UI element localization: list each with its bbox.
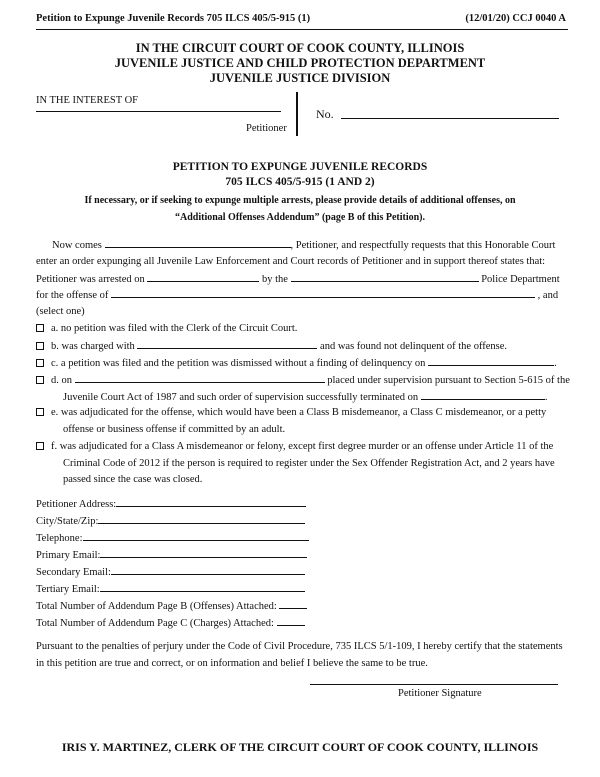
- option-b-checkbox[interactable]: [36, 342, 44, 350]
- arrest-date-input[interactable]: [147, 270, 259, 282]
- option-f-line2: Criminal Code of 2012 if the person is required to register under the Sex Offender Registration Act, and 2 years have: [63, 458, 555, 469]
- addendum-b-count-input[interactable]: [279, 597, 307, 609]
- city-row: City/State/Zip:: [36, 512, 305, 531]
- option-a: a. no petition was filed with the Clerk of the Circuit Court.: [36, 320, 297, 338]
- signature-field[interactable]: [310, 684, 558, 685]
- telephone-row: Telephone:: [36, 529, 309, 548]
- supervision-date-input[interactable]: [75, 371, 325, 383]
- interest-label: IN THE INTEREST OF: [36, 95, 138, 106]
- option-f-line3: passed since the case was closed.: [63, 474, 203, 485]
- police-department-input[interactable]: [291, 270, 479, 282]
- court-name: IN THE CIRCUIT COURT OF COOK COUNTY, ILLINOIS: [135, 41, 465, 55]
- petitioner-name-field[interactable]: [36, 111, 281, 112]
- arrest-line: Petitioner was arrested on by the Police Department: [36, 270, 560, 289]
- form-code: (12/01/20) CCJ 0040 A: [465, 13, 566, 24]
- case-number-field[interactable]: [341, 118, 559, 119]
- option-f: f. was adjudicated for a Class A misdemeanor or felony, except first degree murder or an offense under Article 11 of the: [36, 438, 553, 456]
- signature-label: Petitioner Signature: [398, 688, 482, 699]
- petition-statute: 705 ILCS 405/5-915 (1 AND 2): [225, 176, 375, 188]
- select-one-label: (select one): [36, 306, 85, 317]
- option-f-checkbox[interactable]: [36, 442, 44, 450]
- intro-line1: Now comes , Petitioner, and respectfully requests that this Honorable Court: [36, 236, 555, 255]
- charged-with-input[interactable]: [137, 337, 317, 349]
- primary-email-input[interactable]: [100, 546, 307, 558]
- addendum-note-line2: “Additional Offenses Addendum” (page B of this Petition).: [174, 212, 426, 223]
- option-d-checkbox[interactable]: [36, 376, 44, 384]
- court-department: JUVENILE JUSTICE AND CHILD PROTECTION DEPARTMENT: [114, 56, 486, 70]
- certification-line2: in this petition are true and correct, or on information and belief I believe the same to be true.: [36, 658, 428, 669]
- offense-input[interactable]: [111, 286, 535, 298]
- intro-line2: enter an order expunging all Juvenile Law Enforcement and Court records of Petitioner and in support thereof states that:: [36, 256, 546, 267]
- caption-divider: [296, 92, 298, 136]
- addendum-b-row: Total Number of Addendum Page B (Offenses) Attached:: [36, 597, 307, 616]
- option-d-line2: Juvenile Court Act of 1987 and such order of supervision successfully terminated on .: [63, 388, 547, 407]
- header-rule: [36, 29, 568, 30]
- city-state-zip-input[interactable]: [98, 512, 305, 524]
- certification-line1: Pursuant to the penalties of perjury under the Code of Civil Procedure, 735 ILCS 5/1-109, I hereby certify that the statements: [36, 641, 563, 652]
- address-row: Petitioner Address:: [36, 495, 306, 514]
- option-d: d. on placed under supervision pursuant to Section 5-615 of the: [36, 371, 570, 390]
- petitioner-name-input[interactable]: [105, 236, 291, 248]
- addendum-note-line1: If necessary, or if seeking to expunge multiple arrests, please provide details of additional offenses, on: [84, 195, 516, 206]
- case-number-label: No.: [316, 107, 334, 121]
- clerk-footer: IRIS Y. MARTINEZ, CLERK OF THE CIRCUIT COURT OF COOK COUNTY, ILLINOIS: [61, 740, 539, 754]
- address-input[interactable]: [116, 495, 306, 507]
- option-c-checkbox[interactable]: [36, 359, 44, 367]
- option-b: b. was charged with and was found not delinquent of the offense.: [36, 337, 507, 356]
- secondary-email-row: Secondary Email:: [36, 563, 305, 582]
- option-a-checkbox[interactable]: [36, 324, 44, 332]
- offense-line: for the offense of , and: [36, 286, 558, 305]
- dismissal-date-input[interactable]: [428, 354, 554, 366]
- option-e-checkbox[interactable]: [36, 408, 44, 416]
- option-e: e. was adjudicated for the offense, which would have been a Class B misdemeanor, a Class C misdemeanor, or a petty: [36, 404, 546, 422]
- primary-email-row: Primary Email:: [36, 546, 307, 565]
- petitioner-caption-label: Petitioner: [246, 123, 287, 134]
- form-title: Petition to Expunge Juvenile Records 705 ILCS 405/5-915 (1): [36, 13, 311, 24]
- option-e-line2: offense or business offense if committed by an adult.: [63, 424, 286, 435]
- addendum-c-count-input[interactable]: [277, 614, 305, 626]
- court-division: JUVENILE JUSTICE DIVISION: [209, 71, 391, 85]
- addendum-c-row: Total Number of Addendum Page C (Charges) Attached:: [36, 614, 305, 633]
- option-c: c. a petition was filed and the petition was dismissed without a finding of delinquency on .: [36, 354, 557, 373]
- secondary-email-input[interactable]: [111, 563, 305, 575]
- telephone-input[interactable]: [83, 529, 309, 541]
- petition-title: PETITION TO EXPUNGE JUVENILE RECORDS: [172, 161, 428, 173]
- termination-date-input[interactable]: [421, 388, 545, 400]
- tertiary-email-input[interactable]: [100, 580, 305, 592]
- tertiary-email-row: Tertiary Email:: [36, 580, 305, 599]
